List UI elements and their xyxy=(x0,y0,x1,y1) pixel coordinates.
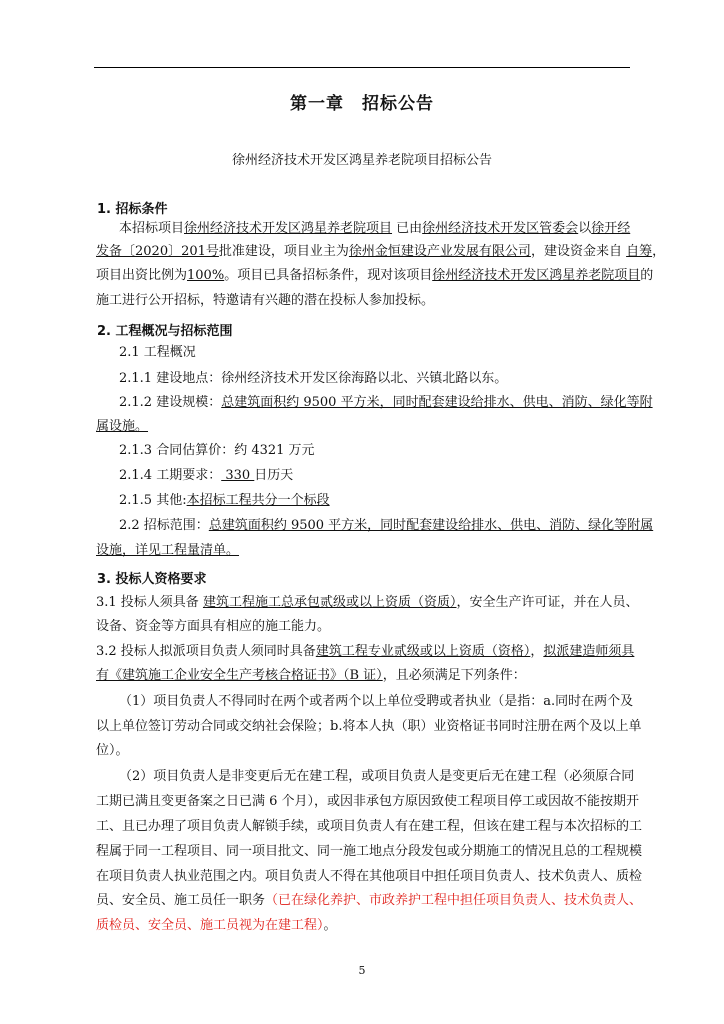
s3-condition-2: （2）项目负责人是非变更后无在建工程，或项目负责人是变更后无在建工程（必须原合同 xyxy=(119,769,635,784)
s2-scale: 2.1.2 建设规模：总建筑面积约 9500 平方米，同时配套建设给排水、供电、消防、绿化等附 xyxy=(119,395,653,410)
s2-other: 2.1.5 其他:本招标工程共分一个标段 xyxy=(119,493,330,508)
s3-condition-2-l5: 在项目负责人执业范围之内。项目负责人不得在其他项目中担任项目负责人、技术负责人、质检 xyxy=(96,869,643,884)
s2-scope-cont: 设施，详见工程量清单。 xyxy=(96,543,240,558)
header-rule xyxy=(94,67,630,68)
s2-scope: 2.2 招标范围：总建筑面积约 9500 平方米，同时配套建设给排水、供电、消防、绿化等附属 xyxy=(119,518,654,533)
s3-qualification-1: 3.1 投标人须具备 建筑工程施工总承包贰级或以上资质（资质），安全生产许可证，并在人员、 xyxy=(96,595,639,610)
section-2-heading: 2. 工程概况与招标范围 xyxy=(97,324,233,339)
s2-scale-cont: 属设施。 xyxy=(96,419,149,434)
s3-condition-1: （1）项目负责人不得同时在两个或者两个以上单位受聘或者执业（是指：a.同时在两个及 xyxy=(119,694,634,709)
s1-line-1: 本招标项目徐州经济技术开发区鸿星养老院项目 已由徐州经济技术开发区管委会以徐开经 xyxy=(119,221,631,236)
s3-condition-2-l7: 质检员、安全员、施工员视为在建工程）。 xyxy=(96,918,337,933)
s3-condition-1-cont: 以上单位签订劳动合同或交纳社会保险；b.将本人执（职）业资格证书同时注册在两个及以上单 xyxy=(96,719,642,734)
s1-line-4: 施工进行公开招标，特邀请有兴趣的潜在投标人参加投标。 xyxy=(96,293,435,308)
page-number: 5 xyxy=(358,964,366,977)
section-3-heading: 3. 投标人资格要求 xyxy=(97,572,207,587)
s3-qualification-2-cont: 有《建筑施工企业安全生产考核合格证书》（B 证），且必须满足下列条件： xyxy=(96,668,526,683)
s2-contract-price: 2.1.3 合同估算价：约 4321 万元 xyxy=(119,443,315,458)
s1-line-3: 项目出资比例为100%。项目已具备招标条件，现对该项目徐州经济技术开发区鸿星养老院项目的 xyxy=(96,268,654,283)
s2-overview: 2.1 工程概况 xyxy=(119,345,196,360)
s1-line-2: 发备〔2020〕201号批准建设，项目业主为徐州金恒建设产业发展有限公司，建设资金来自 自筹， xyxy=(96,244,666,259)
s2-duration: 2.1.4 工期要求： 330 日历天 xyxy=(119,468,294,483)
s3-condition-2-l3: 工、且已办理了项目负责人解锁手续，或项目负责人有在建工程，但该在建工程与本次招标的工 xyxy=(96,819,643,834)
announcement-subtitle: 徐州经济技术开发区鸿星养老院项目招标公告 xyxy=(231,153,492,168)
section-1-heading: 1. 招标条件 xyxy=(97,202,168,217)
s2-location: 2.1.1 建设地点：徐州经济技术开发区徐海路以北、兴镇北路以东。 xyxy=(119,371,508,386)
s3-condition-1-end: 位）。 xyxy=(96,743,129,758)
s3-condition-2-l4: 程属于同一工程项目、同一项目批文、同一施工地点分段发包或分期施工的情况且总的工程规模 xyxy=(96,844,643,859)
s3-qualification-2: 3.2 投标人拟派项目负责人须同时具备建筑工程专业贰级或以上资质（资格），拟派建造师须具 xyxy=(96,644,635,659)
s3-condition-2-l6: 员、安全员、施工员任一职务（已在绿化养护、市政养护工程中担任项目负责人、技术负责人、 xyxy=(96,893,643,908)
chapter-title: 第一章 招标公告 xyxy=(290,94,434,114)
s3-qualification-1-cont: 设备、资金等方面具有相应的施工能力。 xyxy=(96,619,331,634)
s3-condition-2-l2: 工期已满且变更备案之日已满 6 个月），或因非承包方原因致使工程项目停工或因故不能按期开 xyxy=(96,794,640,809)
